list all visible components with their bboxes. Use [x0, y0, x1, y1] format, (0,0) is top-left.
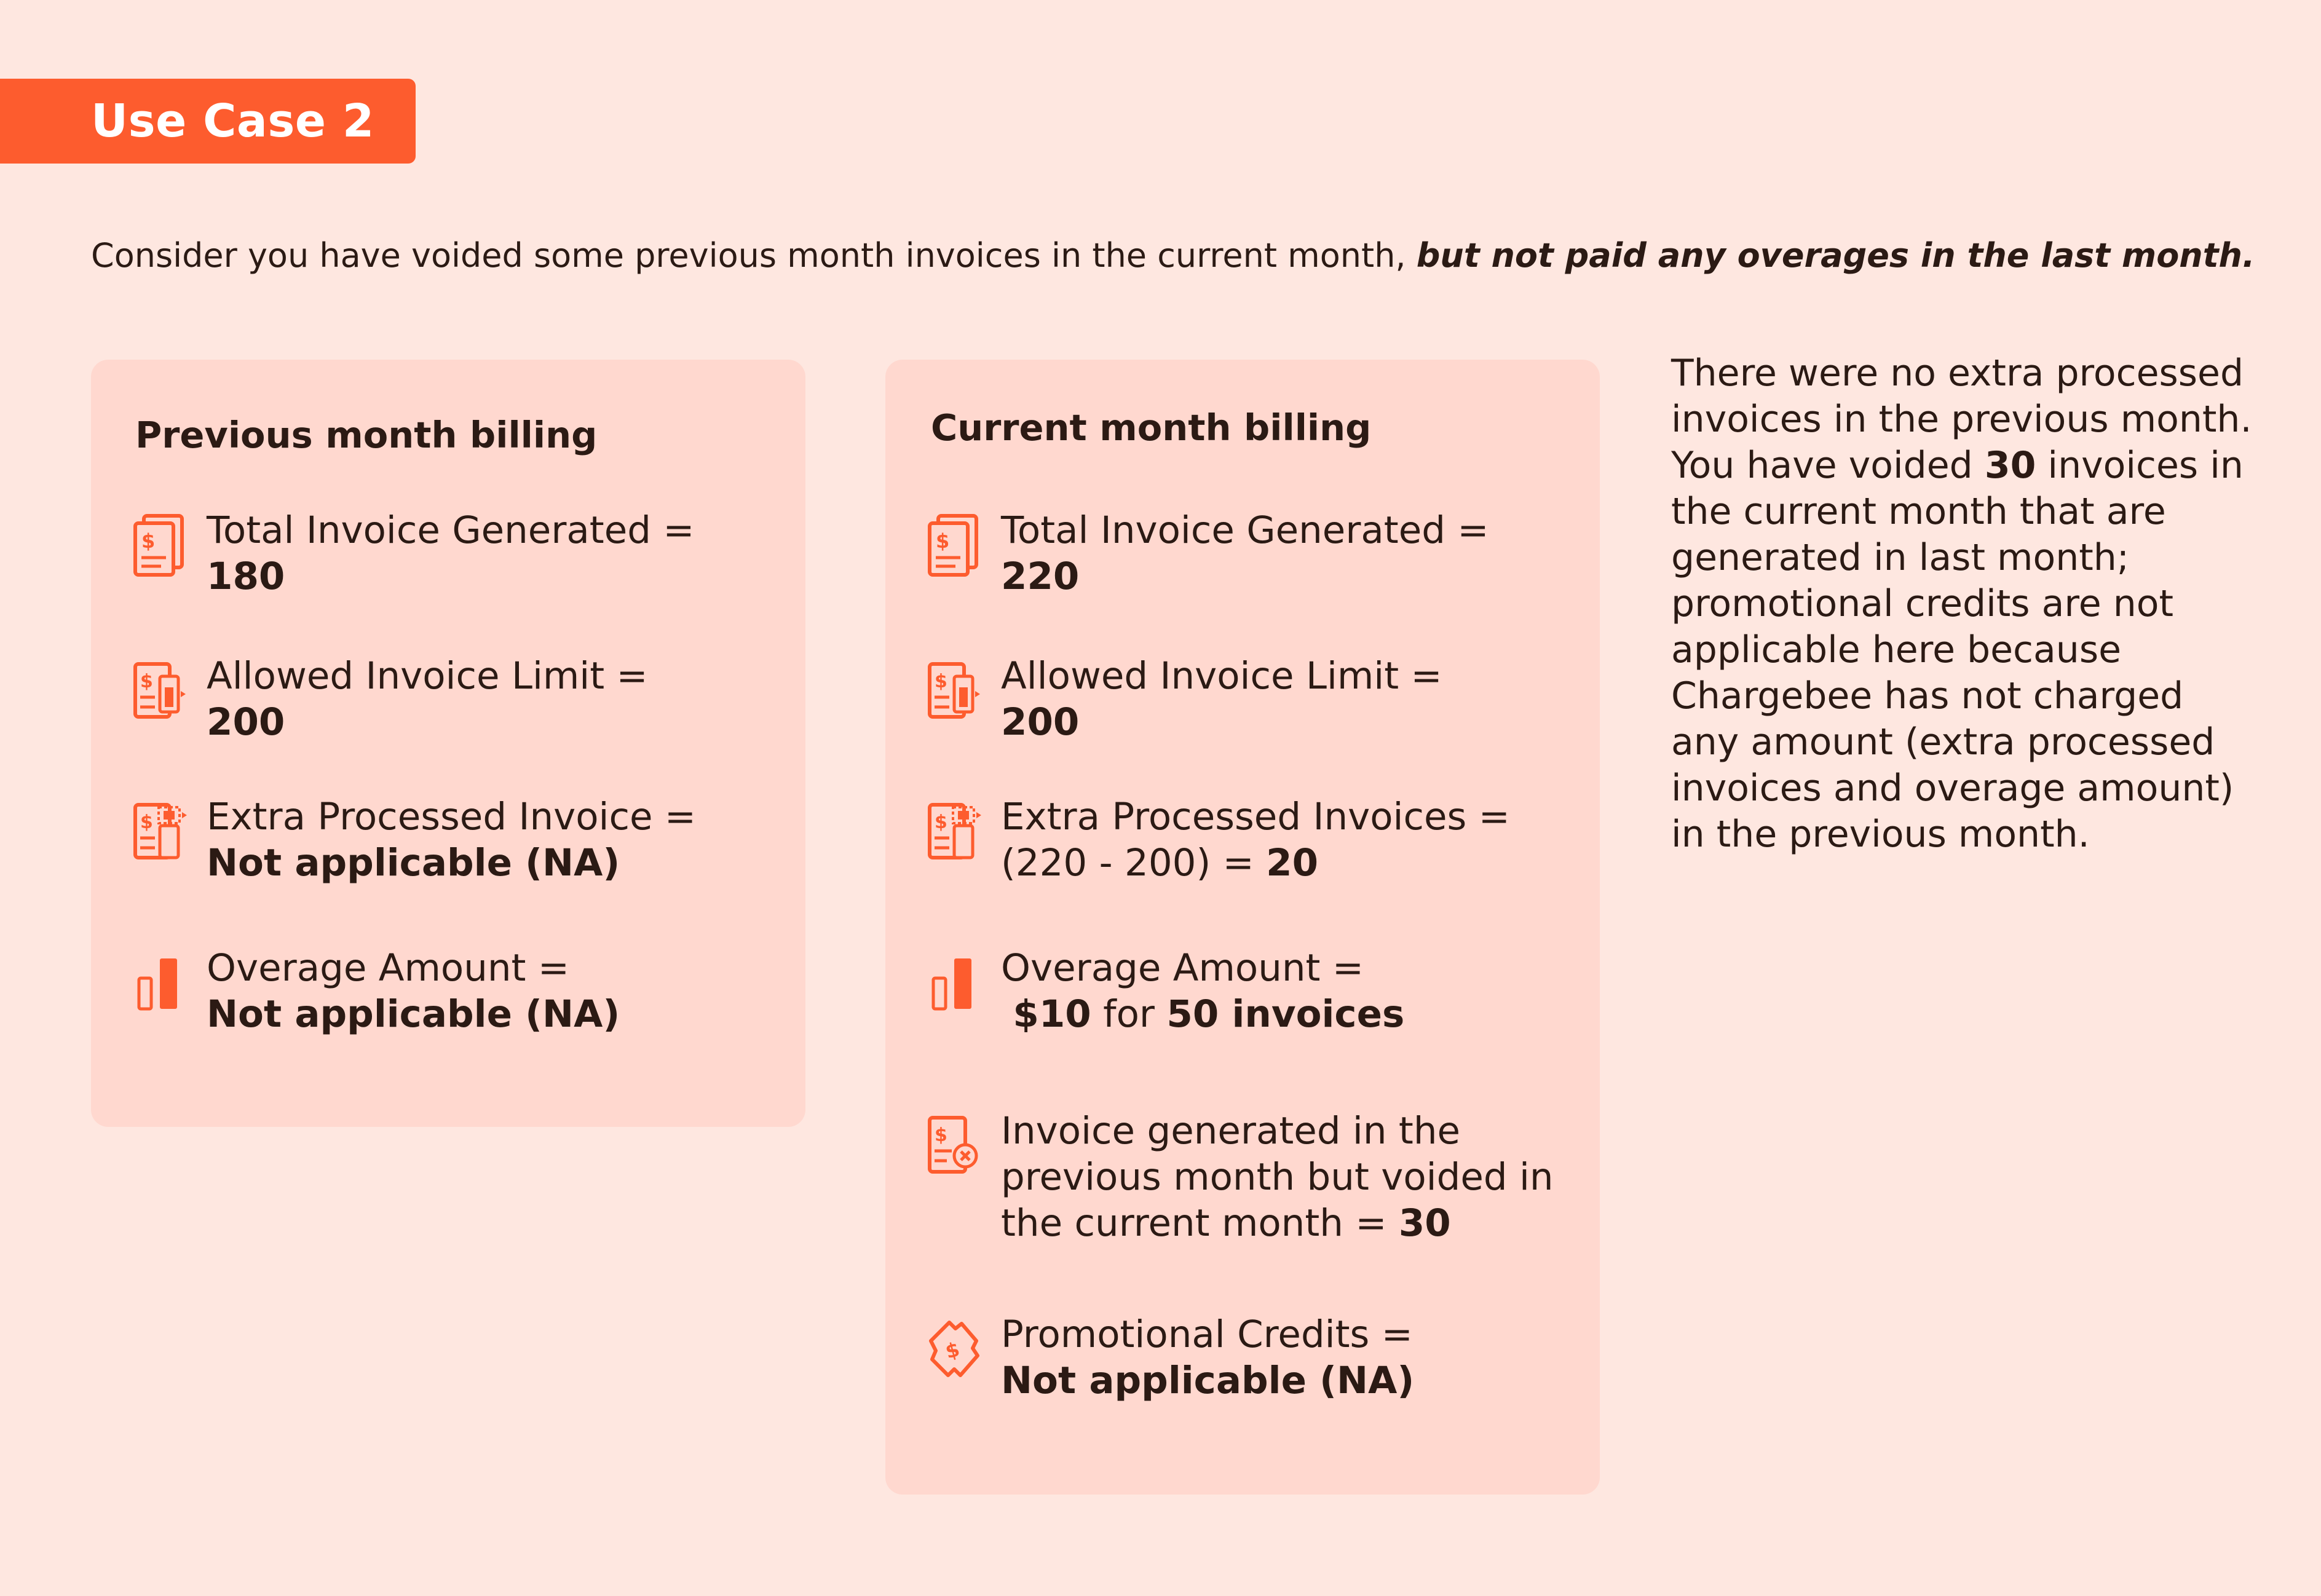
- prev-total-label: Total Invoice Generated =: [207, 508, 695, 552]
- explanation-text: [1671, 350, 2261, 858]
- prev-extra-invoice: [130, 794, 696, 886]
- prev-overage-label: Overage Amount =: [207, 946, 569, 990]
- explanation-part2: invoices in the current month that are generated in last month; promotional credits are not applicable here because Chargebee has not charged any amount (extra processed invoices and overage amount) in the previous month.: [1671, 444, 2244, 856]
- prev-overage-amount: [130, 945, 620, 1037]
- curr-limit-label: Allowed Invoice Limit =: [1001, 654, 1442, 698]
- curr-total-value: 220: [1001, 555, 1080, 598]
- intro-text: [91, 231, 2255, 281]
- extra-invoice-icon: [925, 799, 983, 866]
- curr-overage-label: Overage Amount =: [1001, 946, 1364, 990]
- curr-overage-count: 50 invoices: [1166, 992, 1405, 1036]
- curr-overage-amount: [925, 945, 1404, 1037]
- curr-promo-value: Not applicable (NA): [1001, 1359, 1415, 1402]
- curr-voided-line2: previous month but voided in: [1001, 1155, 1554, 1199]
- curr-voided-invoices: [925, 1108, 1554, 1246]
- invoice-limit-icon: [925, 658, 983, 725]
- prev-limit-label: Allowed Invoice Limit =: [207, 654, 648, 698]
- curr-promotional-credits: [925, 1311, 1414, 1404]
- prev-limit-value: 200: [207, 700, 285, 744]
- intro-main: Consider you have voided some previous month invoices in the current month,: [91, 236, 1417, 275]
- invoice-stack-icon: [925, 512, 983, 580]
- curr-voided-value: 30: [1398, 1201, 1451, 1245]
- curr-total-label: Total Invoice Generated =: [1001, 508, 1489, 552]
- curr-extra-label: Extra Processed Invoices =: [1001, 795, 1510, 839]
- curr-overage-amount-value: $10: [1013, 992, 1091, 1036]
- extra-invoice-icon: [130, 799, 188, 866]
- prev-allowed-limit: [130, 653, 648, 745]
- curr-allowed-limit: [925, 653, 1442, 745]
- explanation-voided-count: 30: [1984, 444, 2036, 487]
- bar-chart-icon: [130, 950, 188, 1017]
- curr-total-invoice: [925, 507, 1489, 599]
- curr-limit-value: 200: [1001, 700, 1080, 744]
- prev-extra-value: Not applicable (NA): [207, 841, 620, 885]
- intro-emphasis: but not paid any overages in the last month.: [1416, 236, 2255, 275]
- invoice-limit-icon: [130, 658, 188, 725]
- curr-promo-label: Promotional Credits =: [1001, 1313, 1413, 1356]
- bar-chart-icon: [925, 950, 983, 1017]
- current-month-card: [885, 360, 1600, 1495]
- previous-month-title: Previous month billing: [135, 414, 598, 456]
- prev-total-invoice: [130, 507, 694, 599]
- curr-extra-value: 20: [1266, 841, 1319, 885]
- prev-extra-label: Extra Processed Invoice =: [207, 795, 697, 839]
- previous-month-card: [91, 360, 805, 1127]
- void-invoice-icon: [925, 1113, 983, 1180]
- curr-overage-for: for: [1091, 992, 1167, 1036]
- curr-voided-line1: Invoice generated in the: [1001, 1109, 1461, 1153]
- curr-voided-line3: the current month =: [1001, 1201, 1399, 1245]
- use-case-label: Use Case 2: [91, 95, 374, 148]
- curr-extra-invoices: [925, 794, 1510, 886]
- explanation-part1: There were no extra processed invoices in the previous month. You have voided: [1671, 352, 2252, 487]
- prev-overage-value: Not applicable (NA): [207, 992, 620, 1036]
- invoice-stack-icon: [130, 512, 188, 580]
- use-case-badge: [0, 79, 416, 164]
- promo-coupon-icon: [925, 1316, 983, 1384]
- curr-extra-formula: (220 - 200) =: [1001, 841, 1267, 885]
- prev-total-value: 180: [207, 555, 285, 598]
- current-month-title: Current month billing: [931, 406, 1372, 449]
